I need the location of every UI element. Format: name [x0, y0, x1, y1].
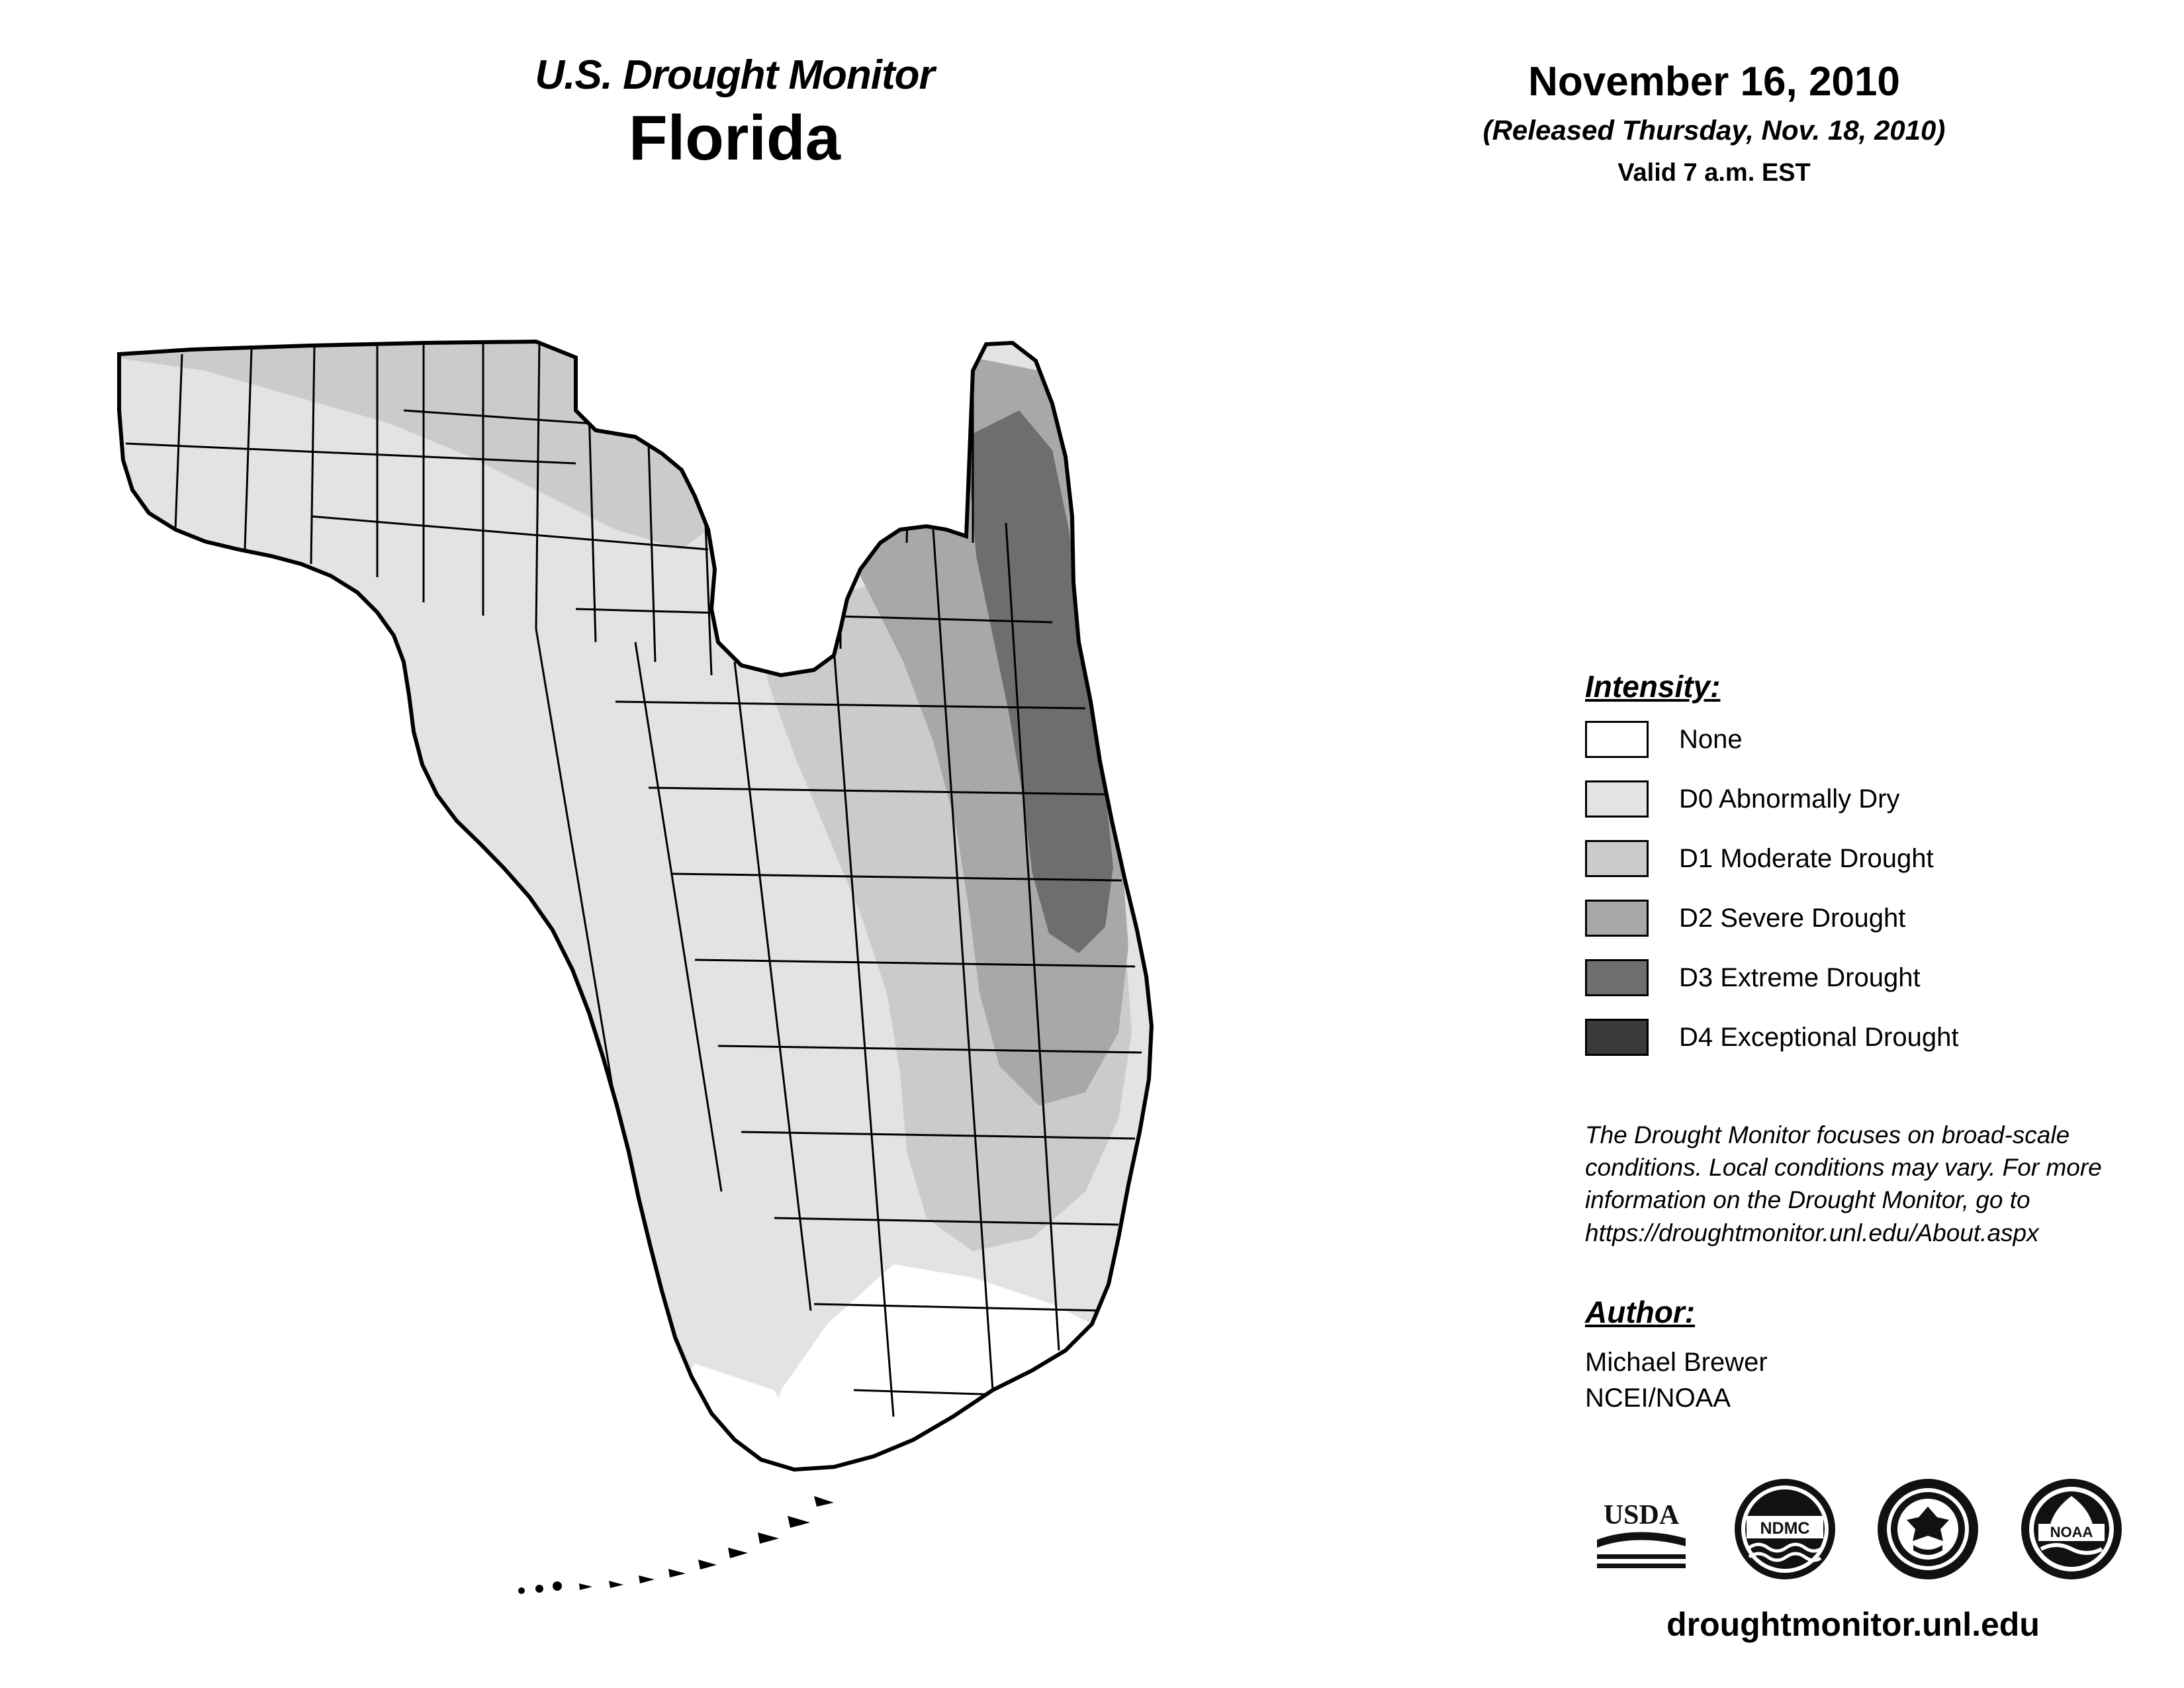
legend-label-d4: D4 Exceptional Drought: [1679, 1023, 1959, 1052]
legend-item-d3: [1585, 957, 2088, 998]
legend-item-d4: [1585, 1017, 2088, 1058]
ndmc-logo: [1729, 1473, 1841, 1585]
disclaimer-text: The Drought Monitor focuses on broad-scale conditions. Local conditions may vary. For more information on the Drought Monitor, go to https://droughtmonitor.unl.edu/About.aspx: [1585, 1121, 2102, 1246]
noaa-logo: [2015, 1473, 2128, 1585]
legend-label-none: None: [1679, 725, 1743, 754]
header-title-block: [371, 53, 1099, 175]
svg-text:NDMC: NDMC: [1760, 1519, 1810, 1538]
legend-label-d0: D0 Abnormally Dry: [1679, 784, 1900, 814]
legend-swatch-d3: [1585, 959, 1649, 996]
svg-text:NOAA: NOAA: [2050, 1524, 2093, 1540]
map-date: November 16, 2010: [1528, 59, 1900, 105]
author-heading: Author:: [1585, 1295, 1696, 1329]
florida-drought-map: [113, 331, 1502, 1628]
legend-item-none: [1585, 719, 2088, 760]
partner-logos: [1585, 1466, 2128, 1592]
header-date-block: [1363, 60, 2065, 188]
usdc-logo: [1872, 1473, 1984, 1585]
legend-label-d1: D1 Moderate Drought: [1679, 844, 1934, 873]
author-affiliation: NCEI/NOAA: [1585, 1383, 1731, 1413]
legend-title: Intensity:: [1585, 669, 1721, 704]
legend-label-d3: D3 Extreme Drought: [1679, 963, 1921, 992]
author-block: [1585, 1294, 2088, 1416]
legend-swatch-d4: [1585, 1019, 1649, 1056]
svg-text:USDA: USDA: [1603, 1500, 1680, 1530]
footer-url[interactable]: droughtmonitor.unl.edu: [1666, 1606, 2040, 1643]
florida-keys: [518, 1496, 834, 1594]
legend-swatch-d1: [1585, 840, 1649, 877]
intensity-legend: [1585, 669, 2088, 1076]
page-title-state: Florida: [628, 103, 841, 174]
map-valid-time: Valid 7 a.m. EST: [1617, 158, 1811, 187]
page-title-monitor: U.S. Drought Monitor: [535, 52, 934, 98]
legend-label-d2: D2 Severe Drought: [1679, 904, 1906, 933]
legend-swatch-none: [1585, 721, 1649, 758]
legend-item-d0: [1585, 778, 2088, 820]
map-release-date: (Released Thursday, Nov. 18, 2010): [1482, 115, 1946, 146]
legend-swatch-d2: [1585, 900, 1649, 937]
author-name: Michael Brewer: [1585, 1348, 1768, 1377]
usda-logo: [1585, 1473, 1698, 1585]
drought-shading-group: [113, 331, 1502, 1628]
legend-item-d2: [1585, 898, 2088, 939]
legend-swatch-d0: [1585, 780, 1649, 818]
legend-item-d1: [1585, 838, 2088, 879]
